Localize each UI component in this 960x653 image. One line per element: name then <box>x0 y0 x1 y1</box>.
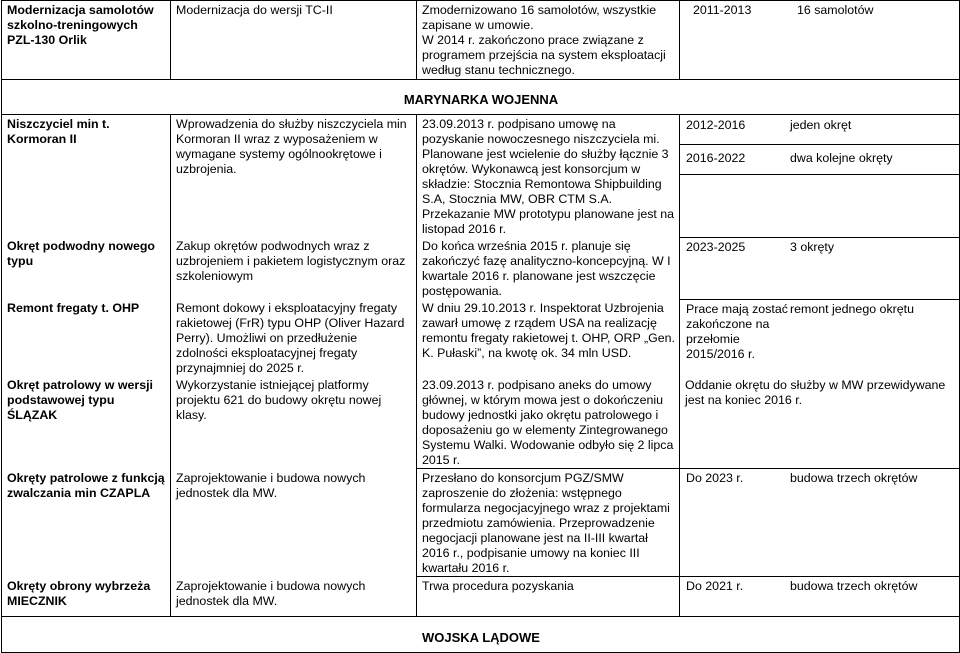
section-row-navy <box>2 80 960 115</box>
status-text: Przesłano do konsorcjum PGZ/SMW zaproszenie do złożenia: wstępnego formularza negocjacyjnego wraz z projektami przedmiotu zamówienia. Przeprowadzenie negocjacji planowane jest na II-III kwartał 2016 r., podpisanie umowy na koniec III kwartału 2016 r. <box>422 471 670 575</box>
status-text: Do końca września 2015 r. planuje się zakończyć fazę analityczno-koncepcyjną. W I kwartale 2016 r. planowane jest wszczęcie postępowania. <box>422 239 671 298</box>
note-text: Oddanie okrętu do służby w MW przewidywane jest na koniec 2016 r. <box>685 378 946 407</box>
task-text: Modernizacja do wersji TC-II <box>176 3 333 17</box>
table-row <box>2 469 960 577</box>
task-cell <box>171 469 417 577</box>
program-name-cell <box>2 469 171 577</box>
quantity-text: dwa kolejne okręty <box>790 151 893 165</box>
section-row-army <box>2 617 960 653</box>
section-title: MARYNARKA WOJENNA <box>403 91 559 107</box>
table-row <box>2 577 960 617</box>
quantity-text: budowa trzech okrętów <box>790 579 918 593</box>
status-text: Trwa procedura pozyskania <box>422 579 574 593</box>
program-name-cell <box>2 115 171 238</box>
table-row <box>2 237 960 299</box>
schedule-cell <box>680 115 960 238</box>
quantity-text: 16 samolotów <box>797 3 874 17</box>
task-cell <box>171 115 417 238</box>
program-name: Okręty patrolowe z funkcją zwalczania min CZAPLA <box>7 470 165 500</box>
period-text: Do 2023 r. <box>686 471 744 485</box>
status-cell <box>417 237 680 299</box>
task-text: Wykorzystanie istniejącej platformy projektu 621 do budowy okrętu nowej klasy. <box>176 378 382 422</box>
task-cell <box>171 376 417 469</box>
status-text-1: Zmodernizowano 16 samolotów, wszystkie zapisane w umowie. <box>422 3 657 32</box>
period-text: Prace mają zostać zakończone na przełomie 2015/2016 r. <box>686 301 788 361</box>
status-cell <box>417 1 680 80</box>
table-row <box>2 115 960 238</box>
period-text: 2016-2022 <box>686 151 746 165</box>
schedule-cell <box>680 376 960 469</box>
status-text: 23.09.2013 r. podpisano aneks do umowy głównej, w którym mowa jest o dokończeniu budowy jednostki jako okrętu patrolowego i doposażeniu go w elementy Zintegrowanego Systemu Walki. Wodowanie odbyło się 2 lipca 2015 r. <box>422 378 674 467</box>
status-text-2: W 2014 r. zakończono prace związane z programem przejścia na system eksploatacji według stanu technicznego. <box>422 33 666 77</box>
section-title: WOJSKA LĄDOWE <box>422 630 540 645</box>
program-name: Remont fregaty t. OHP <box>7 301 140 315</box>
period-text: Do 2021 r. <box>686 579 744 593</box>
status-cell <box>417 469 680 577</box>
program-name-cell <box>2 299 171 376</box>
schedule-cell <box>680 299 960 376</box>
table-row <box>2 376 960 469</box>
program-name-cell <box>2 237 171 299</box>
section-heading-navy <box>2 80 960 115</box>
program-name-cell <box>2 1 171 80</box>
program-name-cell <box>2 577 171 617</box>
status-text: W dniu 29.10.2013 r. Inspektorat Uzbrojenia zawarł umowę z rządem USA na realizację remontu fregaty rakietowej t. OHP, ORP „Gen. K. Pułaski”, na kwotę ok. 34 mln USD. <box>422 301 675 360</box>
status-text: 23.09.2013 r. podpisano umowę na pozyskanie nowoczesnego niszczyciela mi. Planowane jest wcielenie do służby łącznie 3 okrętów. Wykonawcą jest konsorcjum w składzie: Stocznia Remontowa Shipbuilding S.A, Stocznia MW, OBR CTM S.A. Przekazanie MW prototypu planowane jest na listopad 2016 r. <box>422 117 675 236</box>
task-text: Zaprojektowanie i budowa nowych jednostek dla MW. <box>176 578 366 608</box>
programs-table <box>1 0 960 653</box>
quantity-text: remont jednego okrętu <box>790 301 914 316</box>
program-name: Okręty obrony wybrzeża MIECZNIK <box>7 578 151 608</box>
period-text: 2023-2025 <box>686 239 746 254</box>
status-cell <box>417 376 680 469</box>
table-row <box>2 299 960 376</box>
task-text: Wprowadzenia do służby niszczyciela min Kormoran II wraz z wyposażeniem w wymagane systemy ogólnookrętowe i uzbrojenia. <box>176 117 407 176</box>
period-text: 2011-2013 <box>693 3 752 17</box>
quantity-text: jeden okręt <box>790 118 852 132</box>
status-cell <box>417 299 680 376</box>
task-cell <box>171 299 417 376</box>
program-name: Niszczyciel min t. Kormoran II <box>7 117 110 146</box>
schedule-cell <box>680 1 960 80</box>
quantity-text: budowa trzech okrętów <box>790 471 918 485</box>
program-name-cell <box>2 376 171 469</box>
task-text: Zaprojektowanie i budowa nowych jednostek dla MW. <box>176 470 366 500</box>
program-name: Okręt podwodny nowego typu <box>7 239 155 268</box>
document-sheet <box>1 0 959 653</box>
quantity-text: 3 okręty <box>790 239 835 254</box>
task-cell <box>171 577 417 617</box>
table-row-orlik <box>2 1 960 80</box>
schedule-cell <box>680 577 960 617</box>
period-text: 2012-2016 <box>686 118 746 132</box>
task-cell <box>171 1 417 80</box>
section-heading-army <box>2 617 960 653</box>
task-text: Zakup okrętów podwodnych wraz z uzbrojeniem i pakietem logistycznym oraz szkoleniowym <box>176 239 406 283</box>
task-text: Remont dokowy i eksploatacyjny fregaty rakietowej (FrR) typu OHP (Oliver Hazard Perry). Umożliwi on przedłużenie zdolności eksploatacyjnej fregaty przynajmniej do 2025 r. <box>176 301 405 375</box>
status-cell <box>417 577 680 617</box>
program-name: Modernizacja samolotów szkolno-treningowych PZL-130 Orlik <box>7 3 154 47</box>
schedule-cell <box>680 237 960 299</box>
schedule-cell <box>680 469 960 577</box>
program-name: Okręt patrolowy w wersji podstawowej typu ŚLĄZAK <box>7 378 153 422</box>
status-cell <box>417 115 680 238</box>
task-cell <box>171 237 417 299</box>
